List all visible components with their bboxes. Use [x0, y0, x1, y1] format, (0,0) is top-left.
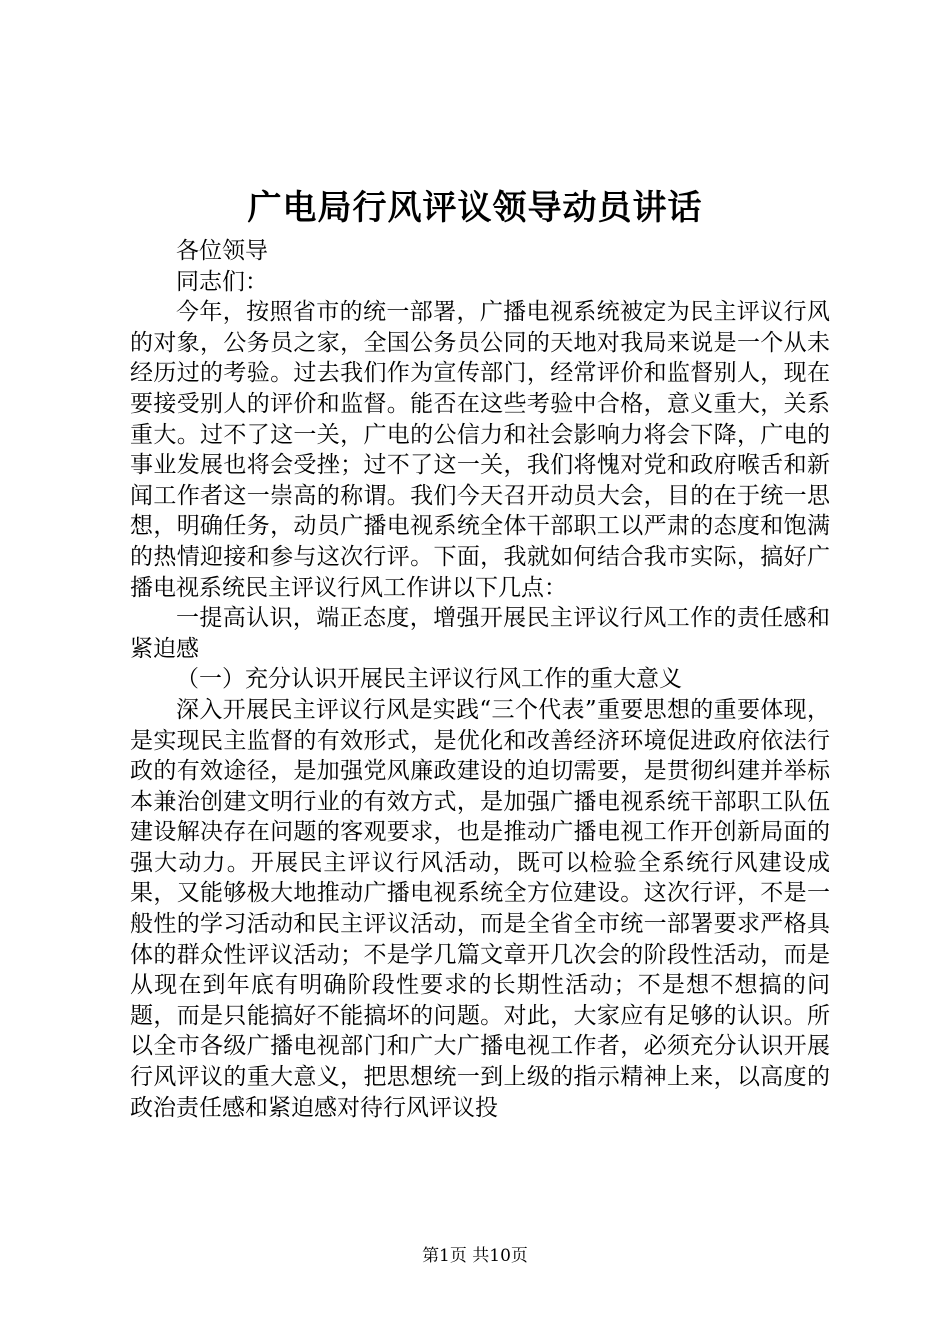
paragraph-subheading-1: （一）充分认识开展民主评议行风工作的重大意义 — [176, 666, 682, 693]
page-footer: 第1页 共10页 — [422, 1246, 528, 1266]
paragraph-salutation-2: 同志们： — [176, 268, 268, 295]
document-title: 广电局行风评议领导动员讲话 — [247, 188, 703, 228]
paragraph-salutation-1: 各位领导 — [176, 238, 268, 264]
paragraph-intro: 今年，按照省市的统一部署，广播电视系统被定为民主评议行风的对象，公务员之家，全国公务员公同的天地对我局来说是一个从未经历过的考验。过去我们作为宣传部门，经常评价和监督别人，现在要接受别人的评价和监督。能否在这些考验中合格，意义重大，关系重大。过不了这一关，广电的公信力和社会影响力将会下降，广电的事业发展也将会受挫；过不了这一关，我们将愧对党和政府喉舌和新闻工作者这一崇高的称谓。我们今天召开动员大会，目的在于统一思想，明确任务，动员广播电视系统全体干部职工以严肃的态度和饱满的热情迎接和参与这次行评。下面，我就如何结合我市实际，搞好广播电视系统民主评议行风工作讲以下几点： — [130, 299, 830, 601]
document-body — [130, 236, 830, 1123]
paragraph-significance: 深入开展民主评议行风是实践“三个代表”重要思想的重要体现，是实现民主监督的有效形式，是优化和改善经济环境促进政府依法行政的有效途径，是加强党风廉政建设的迫切需要，是贯彻纠建并举标本兼治创建文明行业的有效方式，是加强广播电视系统干部职工队伍建设解决存在问题的客观要求，也是推动广播电视工作开创新局面的强大动力。开展民主评议行风活动，既可以检验全系统行风建设成果，又能够极大地推动广播电视系统全方位建设。这次行评，不是一般性的学习活动和民主评议活动，而是全省全市统一部署要求严格具体的群众性评议活动；不是学几篇文章开几次会的阶段性活动，而是从现在到年底有明确阶段性要求的长期性活动；不是想不想搞的问题，而是只能搞好不能搞坏的问题。对此，大家应有足够的认识。所以全市各级广播电视部门和广大广播电视工作者，必须充分认识开展行风评议的重大意义，把思想统一到上级的指示精神上来，以高度的政治责任感和紧迫感对待行风评议投 — [130, 696, 830, 1121]
paragraph-heading-1: 一提高认识，端正态度，增强开展民主评议行风工作的责任感和紧迫感 — [130, 605, 830, 662]
